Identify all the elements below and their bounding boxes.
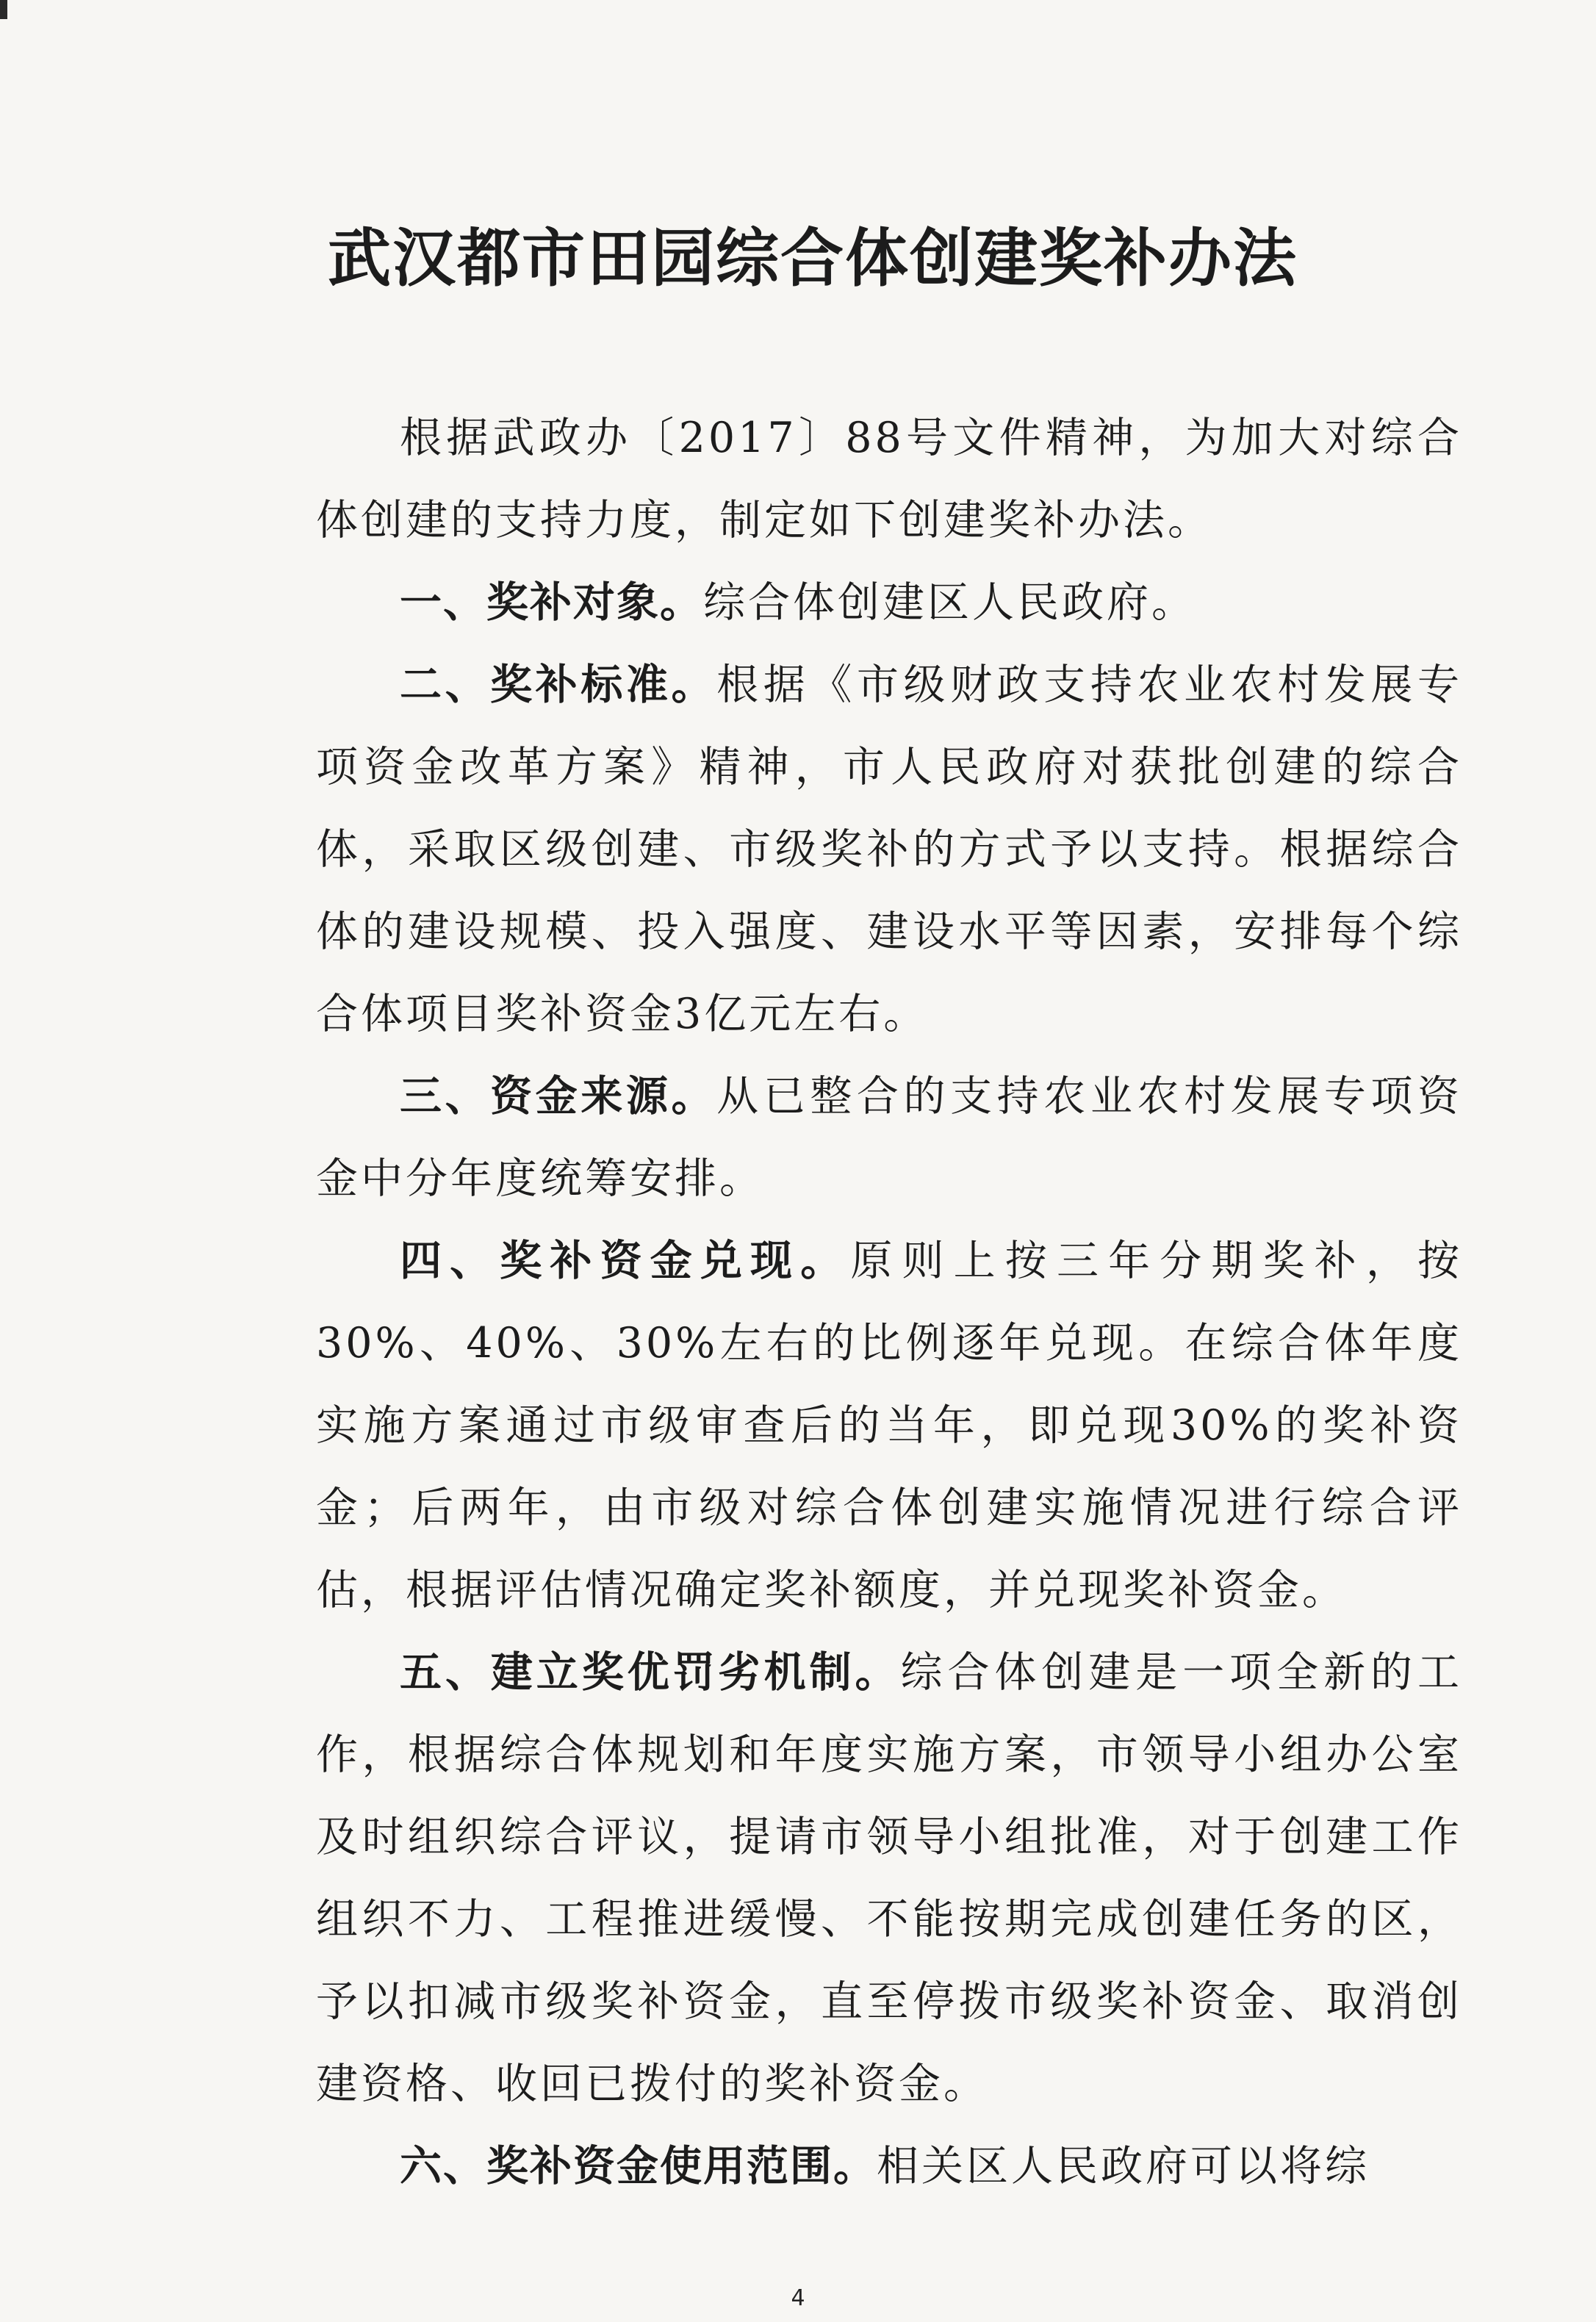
- document-title: 武汉都市田园综合体创建奖补办法: [328, 221, 1298, 295]
- paragraph-text: 综合体创建区人民政府。: [703, 578, 1196, 627]
- paragraph-heading: 四、奖补资金兑现。: [400, 1237, 851, 1285]
- page-number: 4: [791, 2285, 805, 2311]
- paragraph-text: 相关区人民政府可以将综: [877, 2142, 1370, 2190]
- paragraph-fund-payout: [316, 1220, 1462, 1631]
- paragraph-fund-source: [316, 1055, 1462, 1220]
- paragraph-heading: 六、奖补资金使用范围。: [400, 2142, 877, 2190]
- paragraph-text: 从已整合的支持农业农村发展专项资金中分年度统筹安排。: [316, 1072, 1463, 1203]
- paragraph-text: 根据《市级财政支持农业农村发展专项资金改革方案》精神，市人民政府对获批创建的综合体，采取区级创建、市级奖补的方式予以支持。根据综合体的建设规模、投入强度、建设水平等因素，安排每个综合体项目奖补资金3亿元左右。: [316, 661, 1463, 1038]
- paragraph-heading: 五、建立奖优罚劣机制。: [400, 1648, 901, 1697]
- paragraph-text: 根据武政办〔2017〕88号文件精神，为加大对综合体创建的支持力度，制定如下创建奖补办法。: [316, 414, 1462, 544]
- paragraph-heading: 三、资金来源。: [400, 1072, 717, 1121]
- document-body: [316, 397, 1462, 2207]
- paragraph-heading: 二、奖补标准。: [400, 661, 717, 709]
- paragraph-text: 原则上按三年分期奖补，按30%、40%、30%左右的比例逐年兑现。在综合体年度实施方案通过市级审查后的当年，即兑现30%的奖补资金；后两年，由市级对综合体创建实施情况进行综合评估，根据评估情况确定奖补额度，并兑现奖补资金。: [316, 1237, 1463, 1614]
- paragraph-text: 综合体创建是一项全新的工作，根据综合体规划和年度实施方案，市领导小组办公室及时组织综合评议，提请市领导小组批准，对于创建工作组织不力、工程推进缓慢、不能按期完成创建任务的区，予以扣减市级奖补资金，直至停拨市级奖补资金、取消创建资格、收回已拨付的奖补资金。: [316, 1648, 1462, 2108]
- paragraph-intro: [316, 397, 1462, 561]
- paragraph-fund-usage: [316, 2125, 1462, 2207]
- paragraph-award-standard: [316, 644, 1462, 1055]
- paragraph-heading: 一、奖补对象。: [400, 578, 703, 627]
- paragraph-reward-penalty: [316, 1631, 1462, 2125]
- paragraph-award-target: [316, 561, 1462, 644]
